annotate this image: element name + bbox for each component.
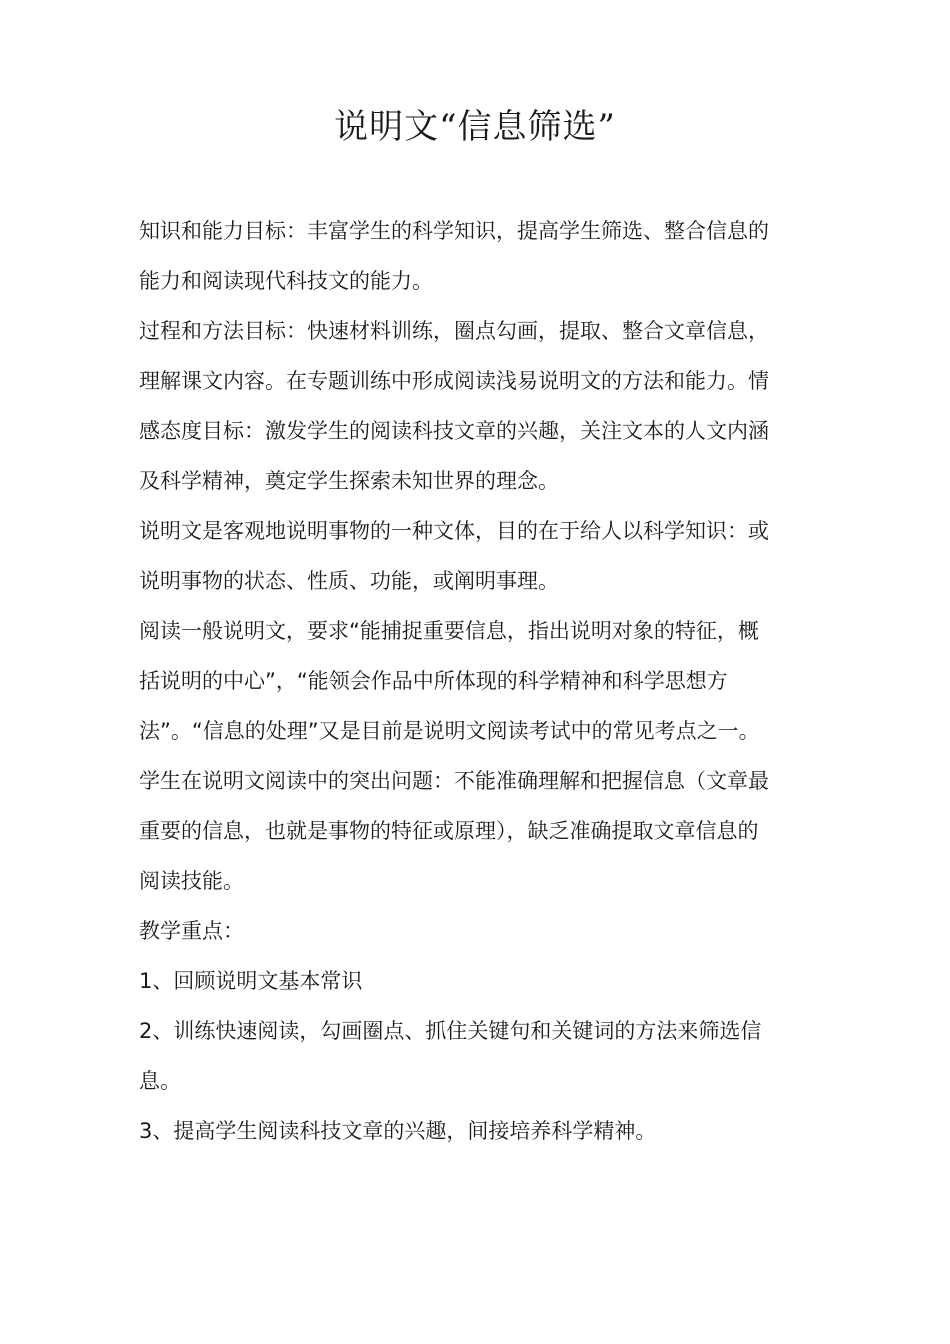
text-line: 重要的信息，也就是事物的特征或原理），缺乏准确提取文章信息的: [139, 819, 759, 843]
requirements-paragraph: [139, 606, 829, 756]
text-line: 说明事物的状态、性质、功能，或阐明事理。: [139, 569, 559, 593]
objectives-paragraph: [139, 206, 829, 506]
text-line: 知识和能力目标：丰富学生的科学知识，提高学生筛选、整合信息的: [139, 219, 769, 243]
text-line: 1、回顾说明文基本常识: [139, 969, 363, 993]
text-line: 阅读技能。: [139, 869, 244, 893]
text-line: 阅读一般说明文，要求“能捕捉重要信息，指出说明对象的特征，概: [139, 619, 759, 643]
key-points-heading: [139, 906, 829, 956]
text-line: 括说明的中心”，“能领会作品中所体现的科学精神和科学思想方: [139, 669, 728, 693]
definition-paragraph: [139, 506, 829, 606]
text-line: 法”。“信息的处理”又是目前是说明文阅读考试中的常见考点之一。: [139, 719, 760, 743]
text-line: 说明文是客观地说明事物的一种文体，目的在于给人以科学知识：或: [139, 519, 769, 543]
problems-paragraph: [139, 756, 829, 906]
text-line: 2、训练快速阅读，勾画圈点、抓住关键句和关键词的方法来筛选信: [139, 1019, 762, 1043]
document-title: 说明文“信息筛选”: [334, 107, 616, 147]
key-point-item: [139, 956, 829, 1006]
text-line: 过程和方法目标：快速材料训练，圈点勾画，提取、整合文章信息，: [139, 319, 769, 343]
document-body: [139, 206, 829, 1156]
key-points-heading-text: 教学重点：: [139, 919, 244, 943]
key-point-item: [139, 1106, 829, 1156]
text-line: 息。: [139, 1069, 181, 1093]
text-line: 感态度目标：激发学生的阅读科技文章的兴趣，关注文本的人文内涵: [139, 419, 769, 443]
text-line: 学生在说明文阅读中的突出问题：不能准确理解和把握信息（文章最: [139, 769, 769, 793]
text-line: 理解课文内容。在专题训练中形成阅读浅易说明文的方法和能力。情: [139, 369, 769, 393]
text-line: 及科学精神，奠定学生探索未知世界的理念。: [139, 469, 559, 493]
text-line: 能力和阅读现代科技文的能力。: [139, 269, 433, 293]
text-line: 3、提高学生阅读科技文章的兴趣，间接培养科学精神。: [139, 1119, 657, 1143]
key-point-item: [139, 1006, 829, 1106]
